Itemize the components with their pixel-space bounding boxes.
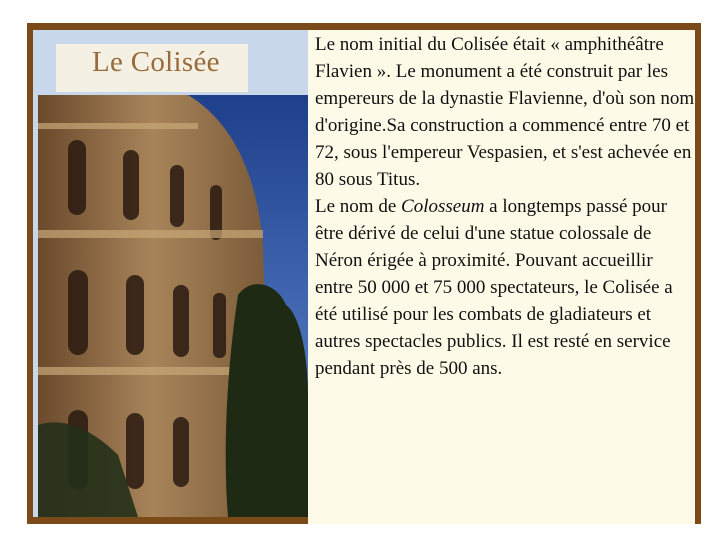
- paragraph-1: Le nom initial du Colisée était « amphithéâtre Flavien ». Le monument a été construit par les empereurs de la dynastie Flavienne, d'où son nom d'origine.Sa construction a commencé entre 70 et 72, sous l'empereur Vespasien, et s'est achevée en 80 sous Titus.: [315, 34, 695, 190]
- paragraph-2: [315, 193, 695, 382]
- paragraph-2-start: Le nom de: [315, 196, 402, 217]
- paragraph-2-end: a longtemps passé pour être dérivé de celui d'une statue colossale de Néron érigée à proximité. Pouvant accueillir entre 50 000 et 75 000 spectateurs, le Colisée a été utilisé pour les combats de gladiateurs et autres spectacles publics. Il est resté en service pendant près de 500 ans.: [315, 196, 673, 379]
- colosseum-photo: [38, 95, 308, 517]
- slide-title: Le Colisée: [92, 46, 220, 78]
- paragraph-2-italic: Colosseum: [401, 196, 485, 217]
- body-text: [315, 31, 695, 382]
